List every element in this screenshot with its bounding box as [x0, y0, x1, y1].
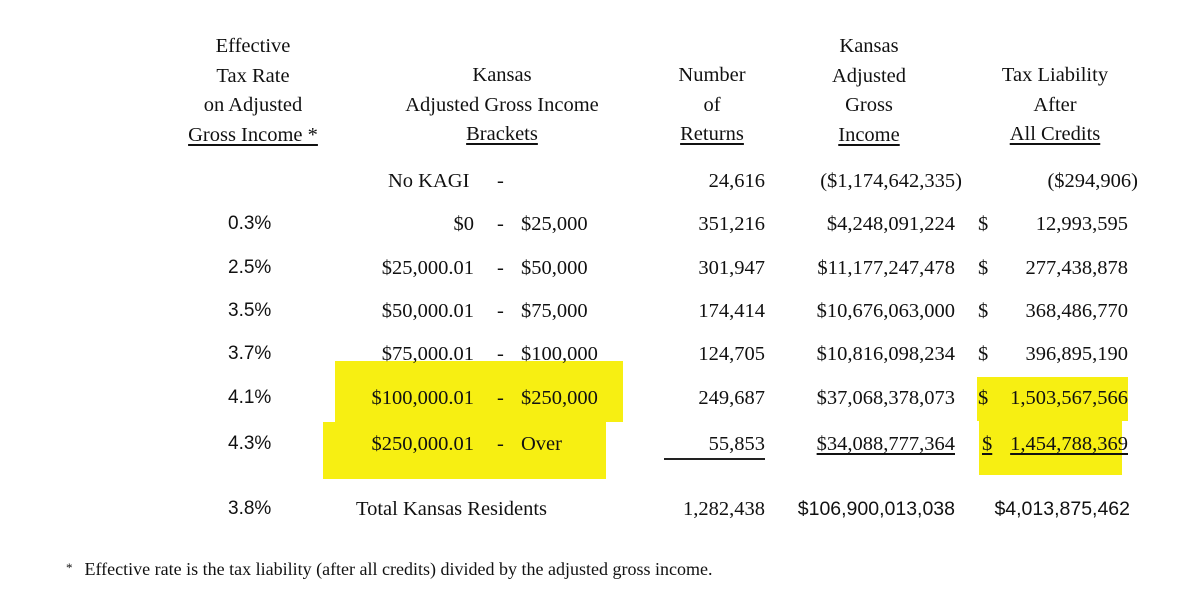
row-2-returns: 301,947 [698, 257, 765, 279]
row-5-dollar: $ [978, 387, 989, 409]
row-2-rate: 2.5% [228, 257, 272, 278]
row-1-high: $25,000 [521, 213, 588, 235]
row-1-kagi: $4,248,091,224 [826, 213, 955, 235]
row-4-liability: 396,895,190 [1025, 343, 1128, 365]
row-2-kagi: $11,177,247,478 [817, 257, 955, 279]
row-0-dash: - [497, 170, 504, 192]
total-kagi: $106,900,013,038 [797, 498, 955, 520]
row-6-dash: - [497, 433, 504, 455]
header-brackets-line-1: Kansas [472, 64, 532, 86]
row-5-low: $100,000.01 [371, 387, 474, 409]
header-kansas-agi [800, 32, 938, 150]
header-rate-line-2: Tax Rate [216, 64, 290, 87]
total-liability: $4,013,875,462 [994, 498, 1130, 520]
row-4-low: $75,000.01 [381, 343, 474, 365]
header-liability-line-2: After [1033, 93, 1077, 116]
row-2-high: $50,000 [521, 257, 588, 279]
row-1-liability: 12,993,595 [1035, 213, 1128, 235]
row-6-returns: 55,853 [708, 433, 765, 455]
row-6-rate: 4.3% [228, 433, 272, 454]
row-4-dollar: $ [978, 343, 989, 365]
row-2-liability: 277,438,878 [1025, 257, 1128, 279]
row-4-high: $100,000 [521, 343, 598, 365]
header-number-of-returns [650, 61, 774, 150]
header-rate-line-3: on Adjusted [203, 94, 303, 116]
header-rate-line-1: Effective [215, 35, 291, 57]
row-5-high: $250,000 [521, 387, 598, 409]
row-4-rate: 3.7% [228, 343, 272, 364]
row-3-dash: - [497, 300, 504, 322]
header-returns-line-2: of [703, 93, 721, 116]
row-6-dollar: $ [982, 433, 993, 455]
total-rate: 3.8% [228, 498, 272, 519]
header-returns-line-1: Number [678, 64, 746, 86]
row-0-low: No KAGI [388, 170, 470, 192]
row-2-dash: - [497, 257, 504, 279]
row-0-kagi: ($1,174,642,335) [820, 170, 962, 192]
row-5-liability: 1,503,567,566 [1010, 387, 1128, 409]
header-liability-line-1: Tax Liability [1001, 64, 1109, 86]
row-1-rate: 0.3% [228, 213, 272, 234]
header-brackets-line-3: Brackets [466, 123, 538, 145]
row-6-liability: 1,454,788,369 [1010, 433, 1128, 455]
row-0-liability: ($294,906) [1047, 170, 1138, 192]
header-kagi-line-4: Income [838, 123, 900, 146]
row-3-high: $75,000 [521, 300, 588, 322]
row-5-returns: 249,687 [698, 387, 765, 409]
row-5-dash: - [497, 387, 504, 409]
footnote [66, 556, 712, 581]
row-4-returns: 124,705 [698, 343, 765, 365]
header-kagi-line-1: Kansas [839, 35, 899, 57]
row-6-low: $250,000.01 [371, 433, 474, 455]
row-3-rate: 3.5% [228, 300, 272, 321]
row-3-low: $50,000.01 [381, 300, 474, 322]
header-returns-line-3: Returns [680, 123, 744, 145]
header-rate-line-4: Gross Income * [188, 123, 318, 146]
row-0-returns: 24,616 [708, 170, 765, 192]
row-1-low: $0 [453, 213, 474, 235]
header-kagi-line-3: Gross [845, 94, 893, 116]
row-5-rate: 4.1% [228, 387, 272, 408]
footnote-marker: * [66, 560, 73, 575]
row-6-kagi: $34,088,777,364 [816, 433, 955, 455]
header-kagi-line-2: Adjusted [831, 64, 907, 87]
header-brackets-line-2: Adjusted Gross Income [405, 93, 599, 116]
header-effective-tax-rate [160, 32, 346, 150]
row-1-dollar: $ [978, 213, 989, 235]
total-label: Total Kansas Residents [356, 498, 548, 520]
row-4-dash: - [497, 343, 504, 365]
row-2-low: $25,000.01 [381, 257, 474, 279]
row-6-high: Over [521, 433, 562, 455]
row-5-kagi: $37,068,378,073 [816, 387, 955, 409]
header-liability-line-3: All Credits [1009, 123, 1101, 145]
row-1-returns: 351,216 [698, 213, 765, 235]
header-tax-liability [974, 61, 1136, 150]
row-1-dash: - [497, 213, 504, 235]
header-income-brackets [372, 61, 632, 150]
row-3-kagi: $10,676,063,000 [816, 300, 955, 322]
total-returns: 1,282,438 [683, 498, 765, 520]
footnote-text: Effective rate is the tax liability (after all credits) divided by the adjusted gross income. [84, 559, 713, 579]
row-3-liability: 368,486,770 [1025, 300, 1128, 322]
row-3-returns: 174,414 [698, 300, 765, 322]
row-4-kagi: $10,816,098,234 [816, 343, 955, 365]
row-3-dollar: $ [978, 300, 989, 322]
returns-total-rule [664, 458, 765, 460]
row-2-dollar: $ [978, 257, 989, 279]
